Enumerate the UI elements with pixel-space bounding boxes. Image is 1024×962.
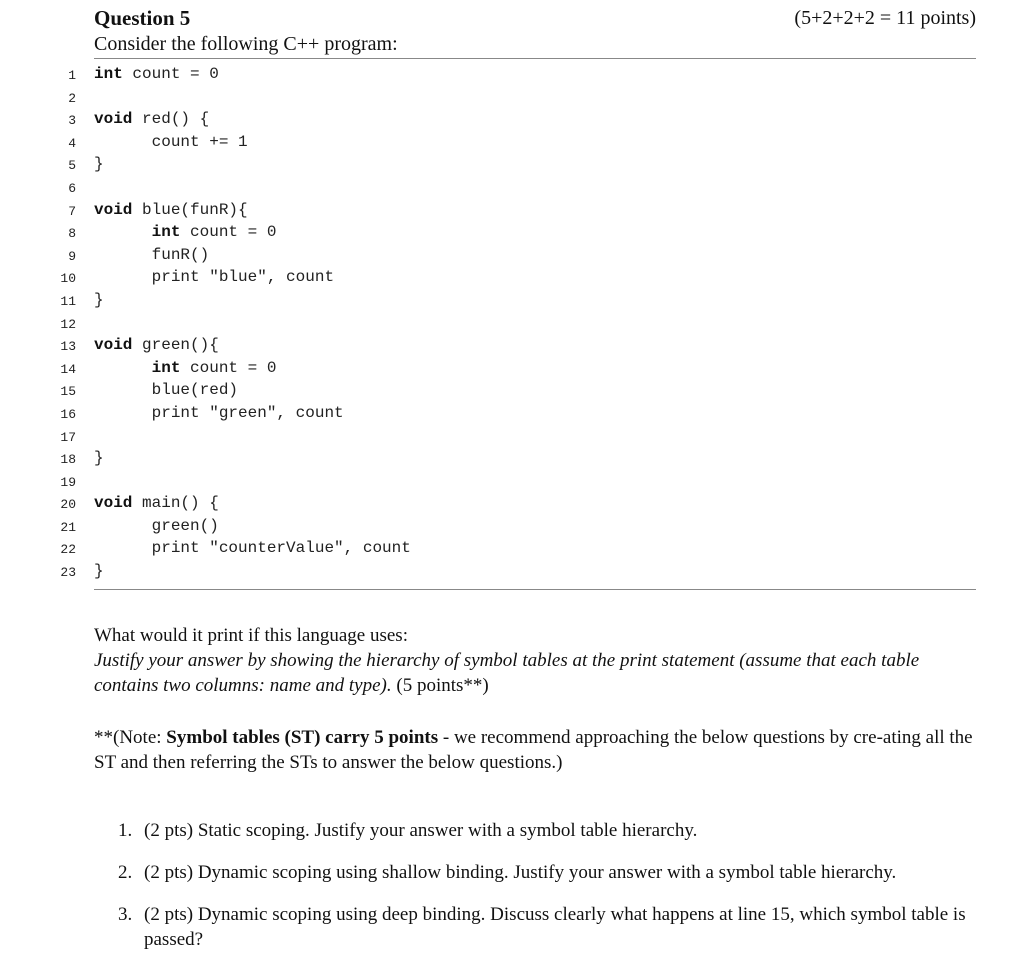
code-text [94,268,334,286]
line-number: 15 [60,384,76,400]
code-text [94,562,104,580]
line-number: 17 [60,429,76,445]
justify-italic: Justify your answer by showing the hierarchy of symbol tables at the print statement (assume that each table contains two columns: name and type). [94,650,920,696]
code-body: } [94,562,104,581]
code-keyword: void [94,494,133,513]
code-text [94,155,104,173]
code-indent [94,539,152,557]
list-item-number: 1. [118,820,133,841]
list-item [118,902,984,952]
line-number: 20 [60,497,76,513]
code-body: blue(funR){ [132,200,248,219]
code-text [94,246,209,264]
code-body: main() { [132,494,219,513]
line-number: 23 [60,565,76,581]
top-divider [94,58,976,59]
code-body: green(){ [132,336,219,355]
code-indent [94,133,152,151]
line-number: 16 [60,406,76,422]
code-indent [94,246,152,264]
code-keyword: int [94,65,123,83]
code-body: } [94,449,104,468]
code-line [0,244,1024,267]
justify-points: (5 points**) [391,675,489,696]
line-number: 12 [60,316,76,332]
code-body: blue(red) [151,381,239,400]
code-line [0,289,1024,312]
code-line [0,492,1024,515]
code-line [0,425,1024,448]
note-paragraph [94,725,984,775]
code-line [0,86,1024,109]
code-body: count += 1 [151,132,248,151]
prompt-line: What would it print if this language uses: [94,625,408,646]
code-listing [0,63,1024,583]
line-number: 9 [68,248,76,264]
code-body: funR() [151,245,210,264]
code-text [94,201,248,219]
bottom-divider [94,589,976,590]
code-body: green() [151,516,219,535]
code-line [0,63,1024,86]
note-bold: Symbol tables (ST) carry 5 points [166,727,439,748]
code-line [0,560,1024,583]
code-keyword: int [151,358,181,377]
code-indent [94,404,152,422]
code-line [0,537,1024,560]
code-line [0,199,1024,222]
code-line [0,470,1024,493]
line-number: 2 [68,90,76,106]
code-body: count = 0 [122,65,219,83]
code-line [0,221,1024,244]
code-line [0,334,1024,357]
code-indent [94,223,152,241]
code-text [94,494,219,512]
question-points: (5+2+2+2 = 11 points) [794,7,976,29]
line-number: 10 [60,271,76,287]
list-item-number: 3. [118,904,133,925]
line-number: 13 [60,339,76,355]
line-number: 7 [68,203,76,219]
code-text [94,291,104,309]
code-body: count = 0 [180,358,277,377]
code-line [0,379,1024,402]
line-number: 1 [68,68,76,83]
code-indent [94,517,152,535]
code-keyword: void [94,336,133,355]
code-keyword: int [151,223,181,242]
code-body: print "counterValue", count [151,539,411,558]
question-intro: Consider the following C++ program: [94,33,398,55]
code-text [94,381,238,399]
list-item [118,818,984,843]
code-text [94,449,104,467]
question-prompt [94,623,984,698]
code-body: print "green", count [151,403,344,422]
list-item-text: (2 pts) Static scoping. Justify your answer with a symbol table hierarchy. [144,820,698,841]
list-item [118,860,984,885]
code-body: red() { [132,110,210,129]
code-text [94,517,219,535]
code-line [0,312,1024,335]
line-number: 4 [68,135,76,151]
question-title: Question 5 [94,6,191,30]
list-item-text: (2 pts) Dynamic scoping using shallow binding. Justify your answer with a symbol table hierarchy. [144,862,897,883]
line-number: 19 [60,474,76,490]
code-text [94,336,219,354]
list-item-number: 2. [118,862,133,883]
code-text [94,404,344,422]
line-number: 22 [60,542,76,558]
code-text [94,110,209,128]
code-text [94,65,219,83]
code-body: } [94,290,104,309]
list-item-text: (2 pts) Dynamic scoping using deep binding. Discuss clearly what happens at line 15, which symbol table is passed? [144,904,966,950]
code-line [0,108,1024,131]
code-indent [94,381,152,399]
code-indent [94,359,152,377]
code-line [0,402,1024,425]
code-body: count = 0 [180,223,277,242]
code-line [0,153,1024,176]
note-suffix: - we recommend approaching the below questions by cre-ating all the ST and then referring the STs to answer the below questions.) [94,727,973,773]
line-number: 18 [60,452,76,468]
code-keyword: void [94,110,133,129]
code-text [94,133,248,151]
line-number: 8 [68,226,76,242]
code-line [0,131,1024,154]
code-line [0,447,1024,470]
line-number: 21 [60,519,76,535]
code-line [0,515,1024,538]
code-body: } [94,155,104,174]
justify-instruction [94,648,984,698]
line-number: 3 [68,113,76,129]
code-line [0,357,1024,380]
line-number: 5 [68,158,76,174]
code-keyword: void [94,200,133,219]
code-text [94,223,276,241]
line-number: 6 [68,180,76,196]
line-number: 11 [60,293,76,309]
note-prefix: **(Note: [94,727,167,748]
code-text [94,539,411,557]
code-line [0,176,1024,199]
line-number: 14 [60,361,76,377]
code-indent [94,268,152,286]
code-body: print "blue", count [151,268,335,287]
code-text [94,359,276,377]
code-line [0,266,1024,289]
